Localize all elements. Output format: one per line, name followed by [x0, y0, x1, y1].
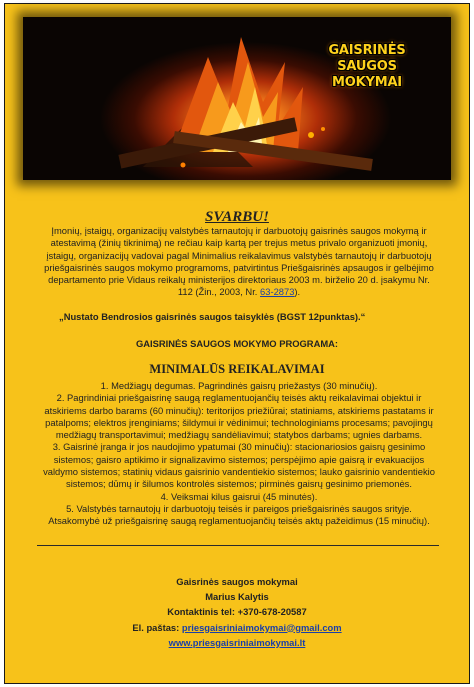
contact-block	[5, 574, 469, 650]
law-reference-link[interactable]: 63-2873	[260, 286, 295, 298]
important-heading: SVARBU!	[205, 209, 269, 225]
contact-person: Marius Kalytis	[205, 591, 269, 603]
organization-name: Gaisrinės saugos mokymai	[176, 576, 298, 587]
list-item: 1. Medžiagų degumas. Pagrindinės gaisrų priežastys (30 minučių).	[100, 380, 378, 391]
program-list	[41, 380, 437, 528]
fire-illustration	[23, 17, 451, 180]
list-item: 2. Pagrindiniai priešgaisrinę saugą reglamentuojančių teisės aktų reikalavimai objektui ir atskiriems darbo barams (60 minučių): teritorijos priežiūrai; statiniams, atskiriems pastatams ir patalpoms; elektros įrenginiams; šildymui ir vėdinimui; technologiniams procesams; pavojingų medžiagų transportavimui; medžiagų sandėliavimui; statybos darbams; ugnies darbams.	[44, 392, 434, 441]
flyer-page	[4, 3, 470, 684]
banner-title	[297, 43, 437, 91]
fire-banner-image	[23, 17, 451, 180]
banner-title-line2: MOKYMAI	[332, 75, 402, 90]
divider	[37, 545, 439, 546]
program-title: GAISRINĖS SAUGOS MOKYMO PROGRAMA:	[135, 338, 339, 349]
list-item: 5. Valstybės tarnautojų ir darbuotojų teisės ir pareigos priešgaisrinės saugos srityje. Atsakomybė už priešgaisrinę saugą reglamentuojančių teisės aktų pažeidimus (15 minučių).	[48, 502, 430, 527]
list-item: 4. Veiksmai kilus gaisrui (45 minutės).	[160, 490, 318, 502]
list-item: 3. Gaisrinė įranga ir jos naudojimo ypatumai (30 minučių): stacionariosios gaisrų gesinimo sistemos; gaisro aptikimo ir signalizavimo sistemos; perspėjimo apie gaisrą ir evakuacijos valdymo sistemos; statinių vidaus gaisrinio vandentiekio sistemos; lauko gaisrinio vandentiekio sistemos; dūmų ir šilumos kontrolės sistemos; pirminės gaisrų gesinimo priemonės.	[43, 441, 435, 490]
requirements-subtitle: MINIMALŪS REIKALAVIMAI	[149, 362, 325, 376]
email-line	[5, 620, 469, 635]
intro-paragraph	[41, 225, 437, 299]
website-line	[5, 635, 469, 650]
website-link[interactable]: www.priesgaisriniaimokymai.lt	[168, 636, 306, 648]
email-label: El. paštas:	[132, 621, 182, 633]
intro-end: ).	[294, 286, 301, 298]
email-link[interactable]: priesgaisriniaimokymai@gmail.com	[181, 621, 342, 633]
contact-phone: Kontaktinis tel: +370-678-20587	[167, 606, 307, 618]
banner-title-line1: GAISRINĖS SAUGOS	[328, 43, 406, 74]
intro-text: Įmonių, įstaigų, organizacijų valstybės tarnautojų ir darbuotojų gaisrinės saugos mokymą ir atestavimą (žinių tikrinimą) ne rečiau kaip kartą per trejus metus privalo organizuoti įmonių, įstaigų, organizacijų vadovai pagal Minimalius reikalavimus valstybės tarnautojų ir darbuotojų priešgaisrinės saugos mokymo programoms, patvirtintus Priešgaisrinės apsaugos ir gelbėjimo departamento prie Vidaus reikalų ministerijos direktoriaus 2003 m. birželio 20 d. įsakymu Nr. 112 (Žin., 2003, Nr.	[44, 225, 434, 298]
rules-note: „Nustato Bendrosios gaisrinės saugos taisyklės (BGST 12punktas).“	[59, 311, 366, 322]
